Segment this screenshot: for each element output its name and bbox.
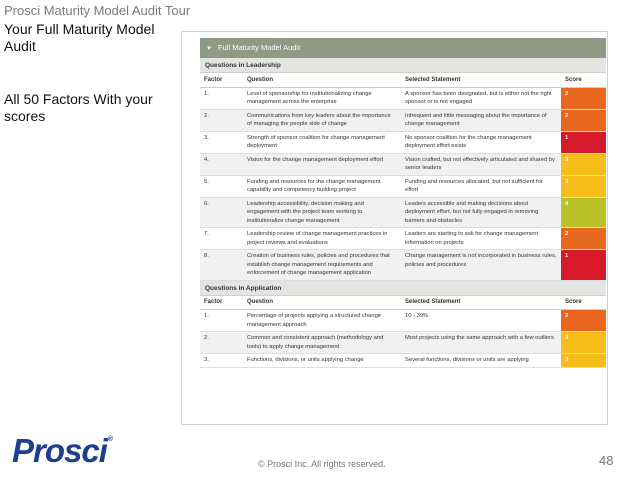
column-header-score: Score [561, 73, 606, 87]
factor-cell: 3. [200, 131, 243, 153]
slide-title: Prosci Maturity Model Audit Tour [4, 3, 191, 18]
column-header-factor: Factor [200, 73, 243, 87]
table-row[interactable] [200, 310, 606, 332]
audit-sections [200, 58, 606, 368]
statement-cell: No sponsor coalition for the change management deployment effort exists [401, 131, 561, 153]
question-cell: Percentage of projects applying a structured change management approach [243, 310, 401, 332]
table-row[interactable] [200, 131, 606, 153]
factors-note: All 50 Factors With your scores [4, 91, 153, 124]
table-row[interactable] [200, 228, 606, 250]
statement-cell: 10 - 39% [401, 310, 561, 332]
table-row[interactable] [200, 153, 606, 175]
score-cell: 3 [561, 332, 606, 354]
question-cell: Leadership review of change management practices in project reviews and evaluations [243, 228, 401, 250]
audit-table [200, 73, 606, 281]
table-row[interactable] [200, 332, 606, 354]
score-cell: 2 [561, 310, 606, 332]
table-row[interactable] [200, 250, 606, 281]
question-cell: Vision for the change management deployment effort [243, 153, 401, 175]
question-cell: Level of sponsorship for institutionalizing change management across the enterprise [243, 87, 401, 109]
page-number: 48 [599, 453, 614, 468]
score-cell: 2 [561, 109, 606, 131]
score-cell: 3 [561, 354, 606, 368]
registered-mark: ® [107, 436, 113, 443]
factor-cell: 6. [200, 197, 243, 228]
factor-cell: 3. [200, 354, 243, 368]
factor-cell: 2. [200, 332, 243, 354]
table-row[interactable] [200, 109, 606, 131]
statement-cell: Leaders are starting to ask for change management information on projects [401, 228, 561, 250]
score-cell: 2 [561, 228, 606, 250]
factor-cell: 1. [200, 310, 243, 332]
statement-cell: Vision crafted, but not effectively articulated and shared by senior leaders [401, 153, 561, 175]
score-cell: 4 [561, 197, 606, 228]
table-header-row [200, 73, 606, 87]
score-cell: 2 [561, 87, 606, 109]
audit-screenshot-frame [181, 31, 608, 425]
column-header-statement: Selected Statement [401, 73, 561, 87]
statement-cell: Most projects using the same approach with a few outliers [401, 332, 561, 354]
score-cell: 3 [561, 153, 606, 175]
table-header-row [200, 296, 606, 310]
question-cell: Functions, divisions, or units applying change [243, 354, 401, 368]
score-cell: 1 [561, 250, 606, 281]
factor-cell: 2. [200, 109, 243, 131]
statement-cell: Infrequent and little messaging about the importance of change management [401, 109, 561, 131]
table-row[interactable] [200, 87, 606, 109]
slide-subtitle: Your Full Maturity Model Audit [4, 21, 155, 54]
factor-cell: 8. [200, 250, 243, 281]
section-header: Questions in Leadership [200, 58, 606, 73]
column-header-score: Score [561, 296, 606, 310]
question-cell: Communications from key leaders about the importance of managing the people side of change [243, 109, 401, 131]
question-cell: Funding and resources for the change management capability and competency building project [243, 175, 401, 197]
question-cell: Common and consistent approach (methodology and tools) to apply change management [243, 332, 401, 354]
logo-text: Prosci [12, 432, 107, 469]
score-cell: 1 [561, 131, 606, 153]
factor-cell: 7. [200, 228, 243, 250]
statement-cell: Leaders accessible and making decisions about deployment effort, but not fully engaged in removing barriers and obstacles [401, 197, 561, 228]
question-cell: Creation of business rules, policies and procedures that establish change management requirements and enforcement of change management application [243, 250, 401, 281]
audit-panel-header[interactable] [200, 38, 606, 58]
statement-cell: Change management is not incorporated in business rules, policies and procedures [401, 250, 561, 281]
column-header-question: Question [243, 73, 401, 87]
factor-cell: 5. [200, 175, 243, 197]
audit-panel [200, 38, 606, 368]
question-cell: Leadership accessibility, decision making and engagement with the project team working to institutionalize change management [243, 197, 401, 228]
column-header-question: Question [243, 296, 401, 310]
copyright-notice: © Prosci Inc. All rights reserved. [258, 459, 386, 469]
statement-cell: Funding and resources allocated, but not sufficient for effort [401, 175, 561, 197]
audit-table [200, 296, 606, 368]
statement-cell: Several functions, divisions or units are applying [401, 354, 561, 368]
table-row[interactable] [200, 175, 606, 197]
question-cell: Strength of sponsor coalition for change management deployment [243, 131, 401, 153]
column-header-factor: Factor [200, 296, 243, 310]
column-header-statement: Selected Statement [401, 296, 561, 310]
triangle-down-icon[interactable]: ▼ [206, 46, 212, 52]
section-header: Questions in Application [200, 281, 606, 296]
score-cell: 3 [561, 175, 606, 197]
factor-cell: 4. [200, 153, 243, 175]
factor-cell: 1. [200, 87, 243, 109]
statement-cell: A sponsor has been designated, but is either not the right sponsor or is not engaged [401, 87, 561, 109]
table-row[interactable] [200, 354, 606, 368]
table-row[interactable] [200, 197, 606, 228]
prosci-logo [12, 432, 112, 470]
audit-panel-title: Full Maturity Model Audit [218, 43, 301, 52]
